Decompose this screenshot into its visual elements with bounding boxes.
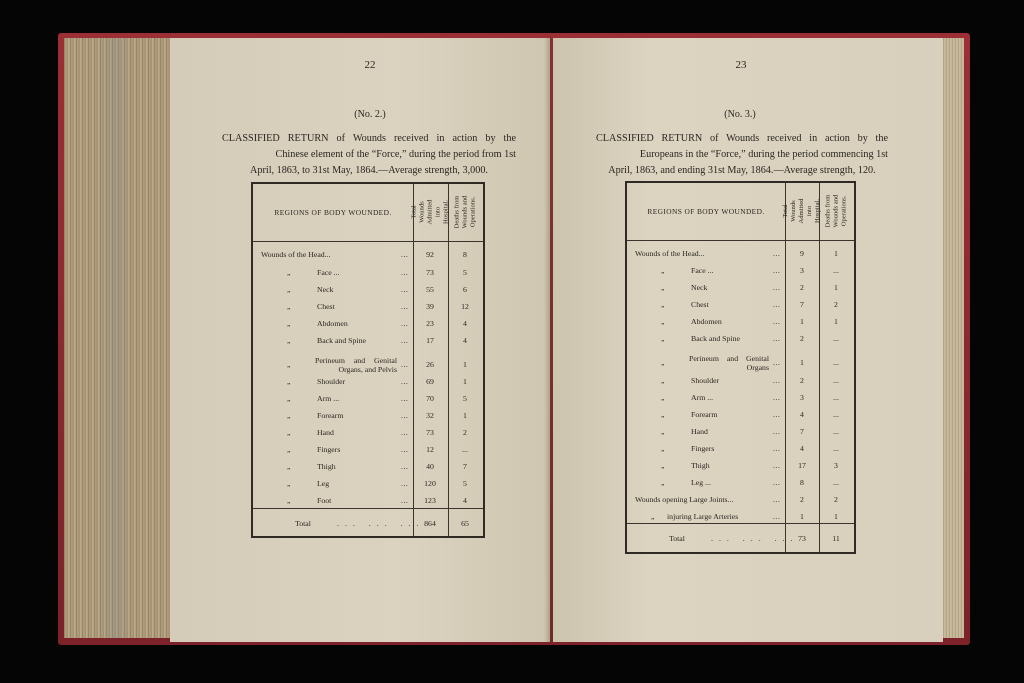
- ditto-mark: „: [661, 334, 665, 343]
- leader-dots: ...: [401, 285, 409, 294]
- admitted-value: 73: [426, 268, 434, 277]
- deaths-value: ...: [833, 410, 839, 419]
- leader-dots: ...: [773, 410, 781, 419]
- row-label: Shoulder: [691, 376, 720, 385]
- leader-dots: ...: [401, 462, 409, 471]
- leader-dots: ...: [401, 302, 409, 311]
- table-heading: [222, 131, 516, 179]
- ditto-mark: „: [287, 445, 291, 454]
- admitted-value: 8: [800, 478, 804, 487]
- deaths-value: 4: [463, 496, 467, 505]
- total-rule: [627, 523, 854, 524]
- ditto-mark: „: [651, 512, 655, 521]
- admitted-value: 2: [800, 334, 804, 343]
- ditto-mark: „: [661, 444, 665, 453]
- row-label: [689, 354, 769, 372]
- leader-dots: ...: [773, 283, 781, 292]
- row-label: Neck: [691, 283, 708, 292]
- leader-dots: ...: [401, 268, 409, 277]
- deaths-value: 1: [463, 411, 467, 420]
- total-admitted: 864: [424, 519, 436, 528]
- heading-line: CLASSIFIED RETURN of Wounds received in action by the: [222, 133, 516, 144]
- heading-line: Europeans in the “Force,” during the period commencing 1st: [639, 149, 888, 160]
- deaths-value: 3: [834, 461, 838, 470]
- row-label: Arm ...: [317, 394, 340, 403]
- deaths-value: 5: [463, 394, 467, 403]
- leader-dots: ...: [773, 266, 781, 275]
- admitted-value: 123: [424, 496, 436, 505]
- deaths-value: 12: [461, 302, 469, 311]
- deaths-value: ...: [833, 334, 839, 343]
- ditto-mark: „: [287, 377, 291, 386]
- admitted-value: 12: [426, 445, 434, 454]
- row-label: Back and Spine: [691, 334, 740, 343]
- row-label: Leg: [317, 479, 330, 488]
- admitted-value: 7: [800, 427, 804, 436]
- leader-dots: ...: [401, 496, 409, 505]
- page-edges-right: [940, 38, 964, 638]
- row-label: Chest: [691, 300, 709, 309]
- table-number: (No. 3.): [724, 109, 756, 120]
- leader-dots: ...: [401, 394, 409, 403]
- row-label: Wounds opening Large Joints...: [635, 495, 734, 504]
- admitted-value: 1: [800, 317, 804, 326]
- deaths-value: ...: [833, 393, 839, 402]
- leader-dots: ...: [773, 300, 781, 309]
- heading-line: Chinese element of the “Force,” during the period from 1st: [275, 149, 516, 160]
- row-label-line: Perineum and Genital: [689, 354, 769, 363]
- deaths-value: ...: [833, 358, 839, 367]
- deaths-value: ...: [833, 266, 839, 275]
- ditto-mark: „: [287, 462, 291, 471]
- ditto-mark: „: [661, 300, 665, 309]
- deaths-value: 1: [834, 512, 838, 521]
- heading-line: April, 1863, to 31st May, 1864.—Average strength, 3,000.: [250, 165, 488, 176]
- deaths-value: 8: [463, 250, 467, 259]
- leader-dots: ...: [773, 512, 781, 521]
- table-heading: [596, 131, 888, 179]
- header-rule: [253, 241, 483, 242]
- row-label: Back and Spine: [317, 336, 366, 345]
- row-label: Chest: [317, 302, 335, 311]
- row-label: [315, 356, 397, 374]
- row-label: Face ...: [691, 266, 714, 275]
- leader-dots: ...: [401, 250, 409, 259]
- row-label: Fingers: [691, 444, 715, 453]
- ditto-mark: „: [287, 394, 291, 403]
- leader-dots: ...: [401, 360, 409, 369]
- row-label-line: Organs: [746, 363, 769, 372]
- ditto-mark: „: [287, 479, 291, 488]
- right-page: [553, 38, 943, 642]
- deaths-value: 2: [834, 495, 838, 504]
- deaths-value: 5: [463, 268, 467, 277]
- admitted-value: 17: [426, 336, 434, 345]
- leader-dots: ...: [773, 358, 781, 367]
- leader-dots: ...: [773, 317, 781, 326]
- admitted-value: 3: [800, 393, 804, 402]
- row-label: Abdomen: [691, 317, 722, 326]
- ditto-mark: „: [287, 319, 291, 328]
- admitted-value: 55: [426, 285, 434, 294]
- ditto-mark: „: [661, 393, 665, 402]
- leader-dots: ...: [773, 393, 781, 402]
- row-label: Hand: [317, 428, 334, 437]
- admitted-value: 70: [426, 394, 434, 403]
- leader-dots: ...: [773, 495, 781, 504]
- column-header-admitted: Total Wounds Admitted into Hospital.: [782, 198, 821, 224]
- ditto-mark: „: [287, 496, 291, 505]
- column-header-deaths: Deaths from Wounds and Operations.: [824, 194, 848, 228]
- admitted-value: 9: [800, 249, 804, 258]
- admitted-value: 32: [426, 411, 434, 420]
- row-label-line: Organs, and Pelvis: [338, 365, 397, 374]
- leader-dots: ...: [401, 319, 409, 328]
- total-rule: [253, 508, 483, 509]
- ditto-mark: „: [287, 411, 291, 420]
- leader-dots: ...: [773, 249, 781, 258]
- admitted-value: 2: [800, 376, 804, 385]
- leader-dots: ... ... ...: [337, 519, 425, 528]
- wounds-table: [251, 182, 485, 538]
- leader-dots: ...: [401, 479, 409, 488]
- column-header-deaths: Deaths from Wounds and Operations.: [453, 195, 477, 229]
- page-number: 22: [364, 59, 376, 71]
- heading-line: April, 1863, and ending 31st May, 1864.—Average strength, 120.: [608, 165, 876, 176]
- deaths-value: 4: [463, 319, 467, 328]
- deaths-value: ...: [833, 376, 839, 385]
- ditto-mark: „: [661, 317, 665, 326]
- admitted-value: 1: [800, 358, 804, 367]
- row-label: Wounds of the Head...: [261, 250, 331, 259]
- total-deaths: 11: [832, 534, 840, 543]
- total-admitted: 73: [798, 534, 806, 543]
- leader-dots: ...: [401, 377, 409, 386]
- deaths-value: ...: [833, 478, 839, 487]
- deaths-value: ...: [833, 444, 839, 453]
- ditto-mark: „: [661, 410, 665, 419]
- admitted-value: 4: [800, 444, 804, 453]
- total-label: Total: [669, 534, 685, 543]
- ditto-mark: „: [661, 358, 665, 367]
- page-number: 23: [735, 59, 747, 71]
- ditto-mark: „: [661, 266, 665, 275]
- ditto-mark: „: [287, 336, 291, 345]
- row-label: Shoulder: [317, 377, 346, 386]
- page-edges-shade: [100, 38, 130, 638]
- deaths-value: ...: [462, 445, 468, 454]
- leader-dots: ...: [773, 334, 781, 343]
- total-label: Total: [295, 519, 311, 528]
- row-label: Arm ...: [691, 393, 714, 402]
- admitted-value: 2: [800, 495, 804, 504]
- deaths-value: 6: [463, 285, 467, 294]
- admitted-value: 3: [800, 266, 804, 275]
- row-label-line: Perineum and Genital: [315, 356, 397, 365]
- row-label: Foot: [317, 496, 332, 505]
- ditto-mark: „: [661, 478, 665, 487]
- row-label: Forearm: [317, 411, 344, 420]
- admitted-value: 120: [424, 479, 436, 488]
- deaths-value: ...: [833, 427, 839, 436]
- ditto-mark: „: [661, 283, 665, 292]
- ditto-mark: „: [287, 360, 291, 369]
- admitted-value: 7: [800, 300, 804, 309]
- admitted-value: 26: [426, 360, 434, 369]
- ditto-mark: „: [661, 376, 665, 385]
- admitted-value: 39: [426, 302, 434, 311]
- deaths-value: 2: [834, 300, 838, 309]
- deaths-value: 1: [834, 249, 838, 258]
- deaths-value: 1: [834, 317, 838, 326]
- deaths-value: 1: [834, 283, 838, 292]
- column-header-region: REGIONS OF BODY WOUNDED.: [274, 207, 392, 217]
- row-label: Thigh: [317, 462, 336, 471]
- column-header-region: REGIONS OF BODY WOUNDED.: [647, 206, 765, 216]
- admitted-value: 4: [800, 410, 804, 419]
- ditto-mark: „: [287, 428, 291, 437]
- row-label: Abdomen: [317, 319, 348, 328]
- leader-dots: ...: [401, 411, 409, 420]
- row-label: Forearm: [691, 410, 718, 419]
- admitted-value: 2: [800, 283, 804, 292]
- row-label: Wounds of the Head...: [635, 249, 705, 258]
- leader-dots: ...: [401, 336, 409, 345]
- total-deaths: 65: [461, 519, 469, 528]
- wounds-table: [625, 181, 856, 554]
- deaths-value: 4: [463, 336, 467, 345]
- heading-line: CLASSIFIED RETURN of Wounds received in action by the: [596, 133, 888, 144]
- admitted-value: 73: [426, 428, 434, 437]
- deaths-value: 5: [463, 479, 467, 488]
- row-label: Hand: [691, 427, 708, 436]
- header-rule: [627, 240, 854, 241]
- admitted-value: 1: [800, 512, 804, 521]
- leader-dots: ...: [773, 376, 781, 385]
- leader-dots: ...: [401, 428, 409, 437]
- table-number: (No. 2.): [354, 109, 386, 120]
- deaths-value: 2: [463, 428, 467, 437]
- ditto-mark: „: [661, 427, 665, 436]
- row-label: Face ...: [317, 268, 340, 277]
- admitted-value: 17: [798, 461, 806, 470]
- column-header-admitted: Total Wounds Admitted into Hospital.: [410, 199, 450, 225]
- ditto-mark: „: [287, 302, 291, 311]
- left-page: [170, 38, 550, 642]
- row-label: Neck: [317, 285, 334, 294]
- admitted-value: 69: [426, 377, 434, 386]
- deaths-value: 1: [463, 377, 467, 386]
- ditto-mark: „: [661, 461, 665, 470]
- admitted-value: 23: [426, 319, 434, 328]
- ditto-mark: „: [287, 285, 291, 294]
- leader-dots: ...: [773, 478, 781, 487]
- leader-dots: ...: [401, 445, 409, 454]
- row-label: Thigh: [691, 461, 710, 470]
- leader-dots: ...: [773, 427, 781, 436]
- leader-dots: ...: [773, 461, 781, 470]
- leader-dots: ...: [773, 444, 781, 453]
- ditto-mark: „: [287, 268, 291, 277]
- admitted-value: 92: [426, 250, 434, 259]
- leader-dots: ... ... ...: [711, 534, 799, 543]
- admitted-value: 40: [426, 462, 434, 471]
- deaths-value: 1: [463, 360, 467, 369]
- row-label: Leg ...: [691, 478, 711, 487]
- row-label: Fingers: [317, 445, 341, 454]
- row-label: injuring Large Arteries: [667, 512, 739, 521]
- deaths-value: 7: [463, 462, 467, 471]
